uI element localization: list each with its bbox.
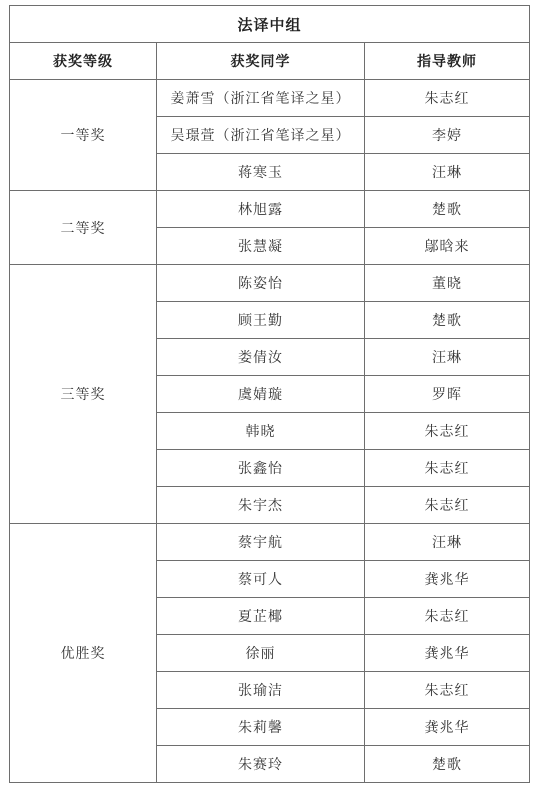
- student-cell: 张鑫怡: [157, 450, 365, 487]
- teacher-cell: 朱志红: [365, 413, 530, 450]
- student-cell: 蔡可人: [157, 561, 365, 598]
- student-cell: 蒋寒玉: [157, 154, 365, 191]
- teacher-cell: 朱志红: [365, 672, 530, 709]
- teacher-cell: 楚歌: [365, 302, 530, 339]
- teacher-cell: 汪琳: [365, 154, 530, 191]
- award-level-cell: 二等奖: [10, 191, 157, 265]
- teacher-cell: 汪琳: [365, 524, 530, 561]
- student-cell: 顾王勤: [157, 302, 365, 339]
- student-cell: 蔡宇航: [157, 524, 365, 561]
- table-row: [10, 191, 530, 228]
- teacher-cell: 朱志红: [365, 450, 530, 487]
- student-cell: 徐丽: [157, 635, 365, 672]
- teacher-cell: 楚歌: [365, 191, 530, 228]
- award-level-cell: 优胜奖: [10, 524, 157, 783]
- student-cell: 虞婧璇: [157, 376, 365, 413]
- teacher-cell: 罗晖: [365, 376, 530, 413]
- header-student: 获奖同学: [157, 43, 365, 80]
- teacher-cell: 龚兆华: [365, 709, 530, 746]
- student-cell: 韩晓: [157, 413, 365, 450]
- student-cell: 朱莉馨: [157, 709, 365, 746]
- teacher-cell: 龚兆华: [365, 561, 530, 598]
- teacher-cell: 董晓: [365, 265, 530, 302]
- student-cell: 吴璟萱（浙江省笔译之星）: [157, 117, 365, 154]
- table-title: 法译中组: [10, 6, 530, 43]
- teacher-cell: 汪琳: [365, 339, 530, 376]
- award-level-cell: 三等奖: [10, 265, 157, 524]
- teacher-cell: 龚兆华: [365, 635, 530, 672]
- teacher-cell: 楚歌: [365, 746, 530, 783]
- student-cell: 张慧凝: [157, 228, 365, 265]
- awards-table: [9, 5, 530, 783]
- student-cell: 朱赛玲: [157, 746, 365, 783]
- teacher-cell: 朱志红: [365, 80, 530, 117]
- teacher-cell: 李婷: [365, 117, 530, 154]
- student-cell: 夏芷椰: [157, 598, 365, 635]
- table-row: [10, 80, 530, 117]
- student-cell: 林旭露: [157, 191, 365, 228]
- student-cell: 张瑜洁: [157, 672, 365, 709]
- header-teacher: 指导教师: [365, 43, 530, 80]
- table-row: [10, 524, 530, 561]
- teacher-cell: 朱志红: [365, 487, 530, 524]
- student-cell: 姜萧雪（浙江省笔译之星）: [157, 80, 365, 117]
- student-cell: 陈姿怡: [157, 265, 365, 302]
- header-level: 获奖等级: [10, 43, 157, 80]
- teacher-cell: 朱志红: [365, 598, 530, 635]
- award-level-cell: 一等奖: [10, 80, 157, 191]
- teacher-cell: 鄔晗来: [365, 228, 530, 265]
- student-cell: 朱宇杰: [157, 487, 365, 524]
- student-cell: 娄倩汝: [157, 339, 365, 376]
- table-row: [10, 265, 530, 302]
